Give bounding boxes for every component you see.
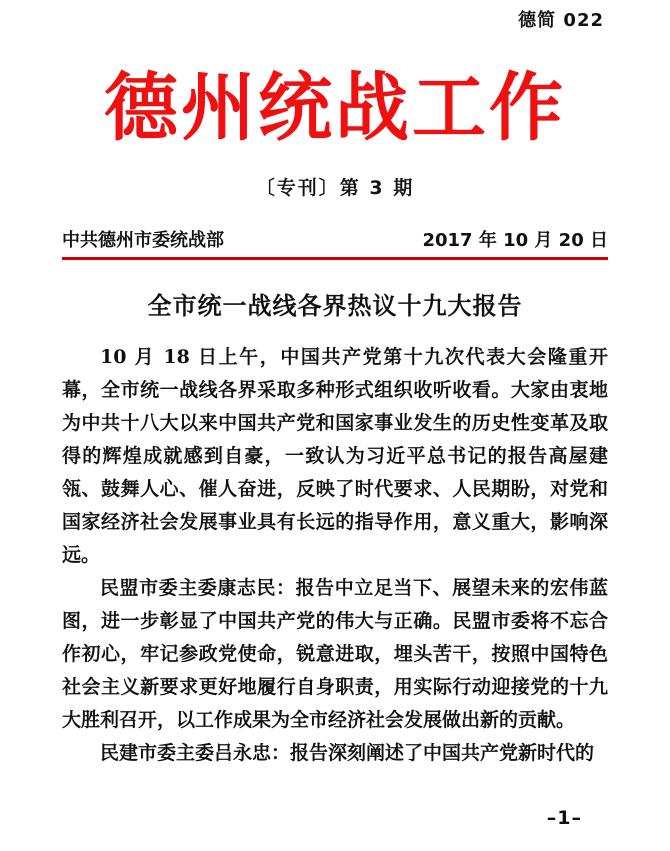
publish-date: 2017 年 10 月 20 日 [422,229,608,251]
page-number: –1– [546,807,582,829]
doc-number: 德简 022 [518,10,604,31]
publisher-date-rule [62,226,608,260]
issue-label: 〔专刊〕第 3 期 [255,176,415,199]
article-body [62,341,608,770]
body-paragraph: 民建市委主委吕永忠：报告深刻阐述了中国共产党新时代的 [100,741,595,764]
article-title: 全市统一战线各界热议十九大报告 [147,291,523,320]
publisher-name: 中共德州市委统战部 [62,229,224,251]
body-paragraph: 10 月 18 日上午，中国共产党第十九次代表大会隆重开幕，全市统一战线各界采取多种形式组织收听收看。大家由衷地为中共十八大以来中国共产党和国家事业发生的历史性变革及取得的辉煌成就感到自豪，一致认为习近平总书记的报告高屋建瓴、鼓舞人心、催人奋进，反映了时代要求、人民期盼，对党和国家经济社会发展事业具有长远的指导作用，意义重大，影响深远。 [62,345,608,566]
masthead-title: 德州统战工作 [104,65,566,151]
body-paragraph: 民盟市委主委康志民：报告中立足当下、展望未来的宏伟蓝图，进一步彰显了中国共产党的伟大与正确。民盟市委将不忘合作初心，牢记参政党使命，锐意进取，埋头苦干，按照中国特色社会主义新要求更好地履行自身职责，用实际行动迎接党的十九大胜利召开，以工作成果为全市经济社会发展做出新的贡献。 [62,576,608,731]
